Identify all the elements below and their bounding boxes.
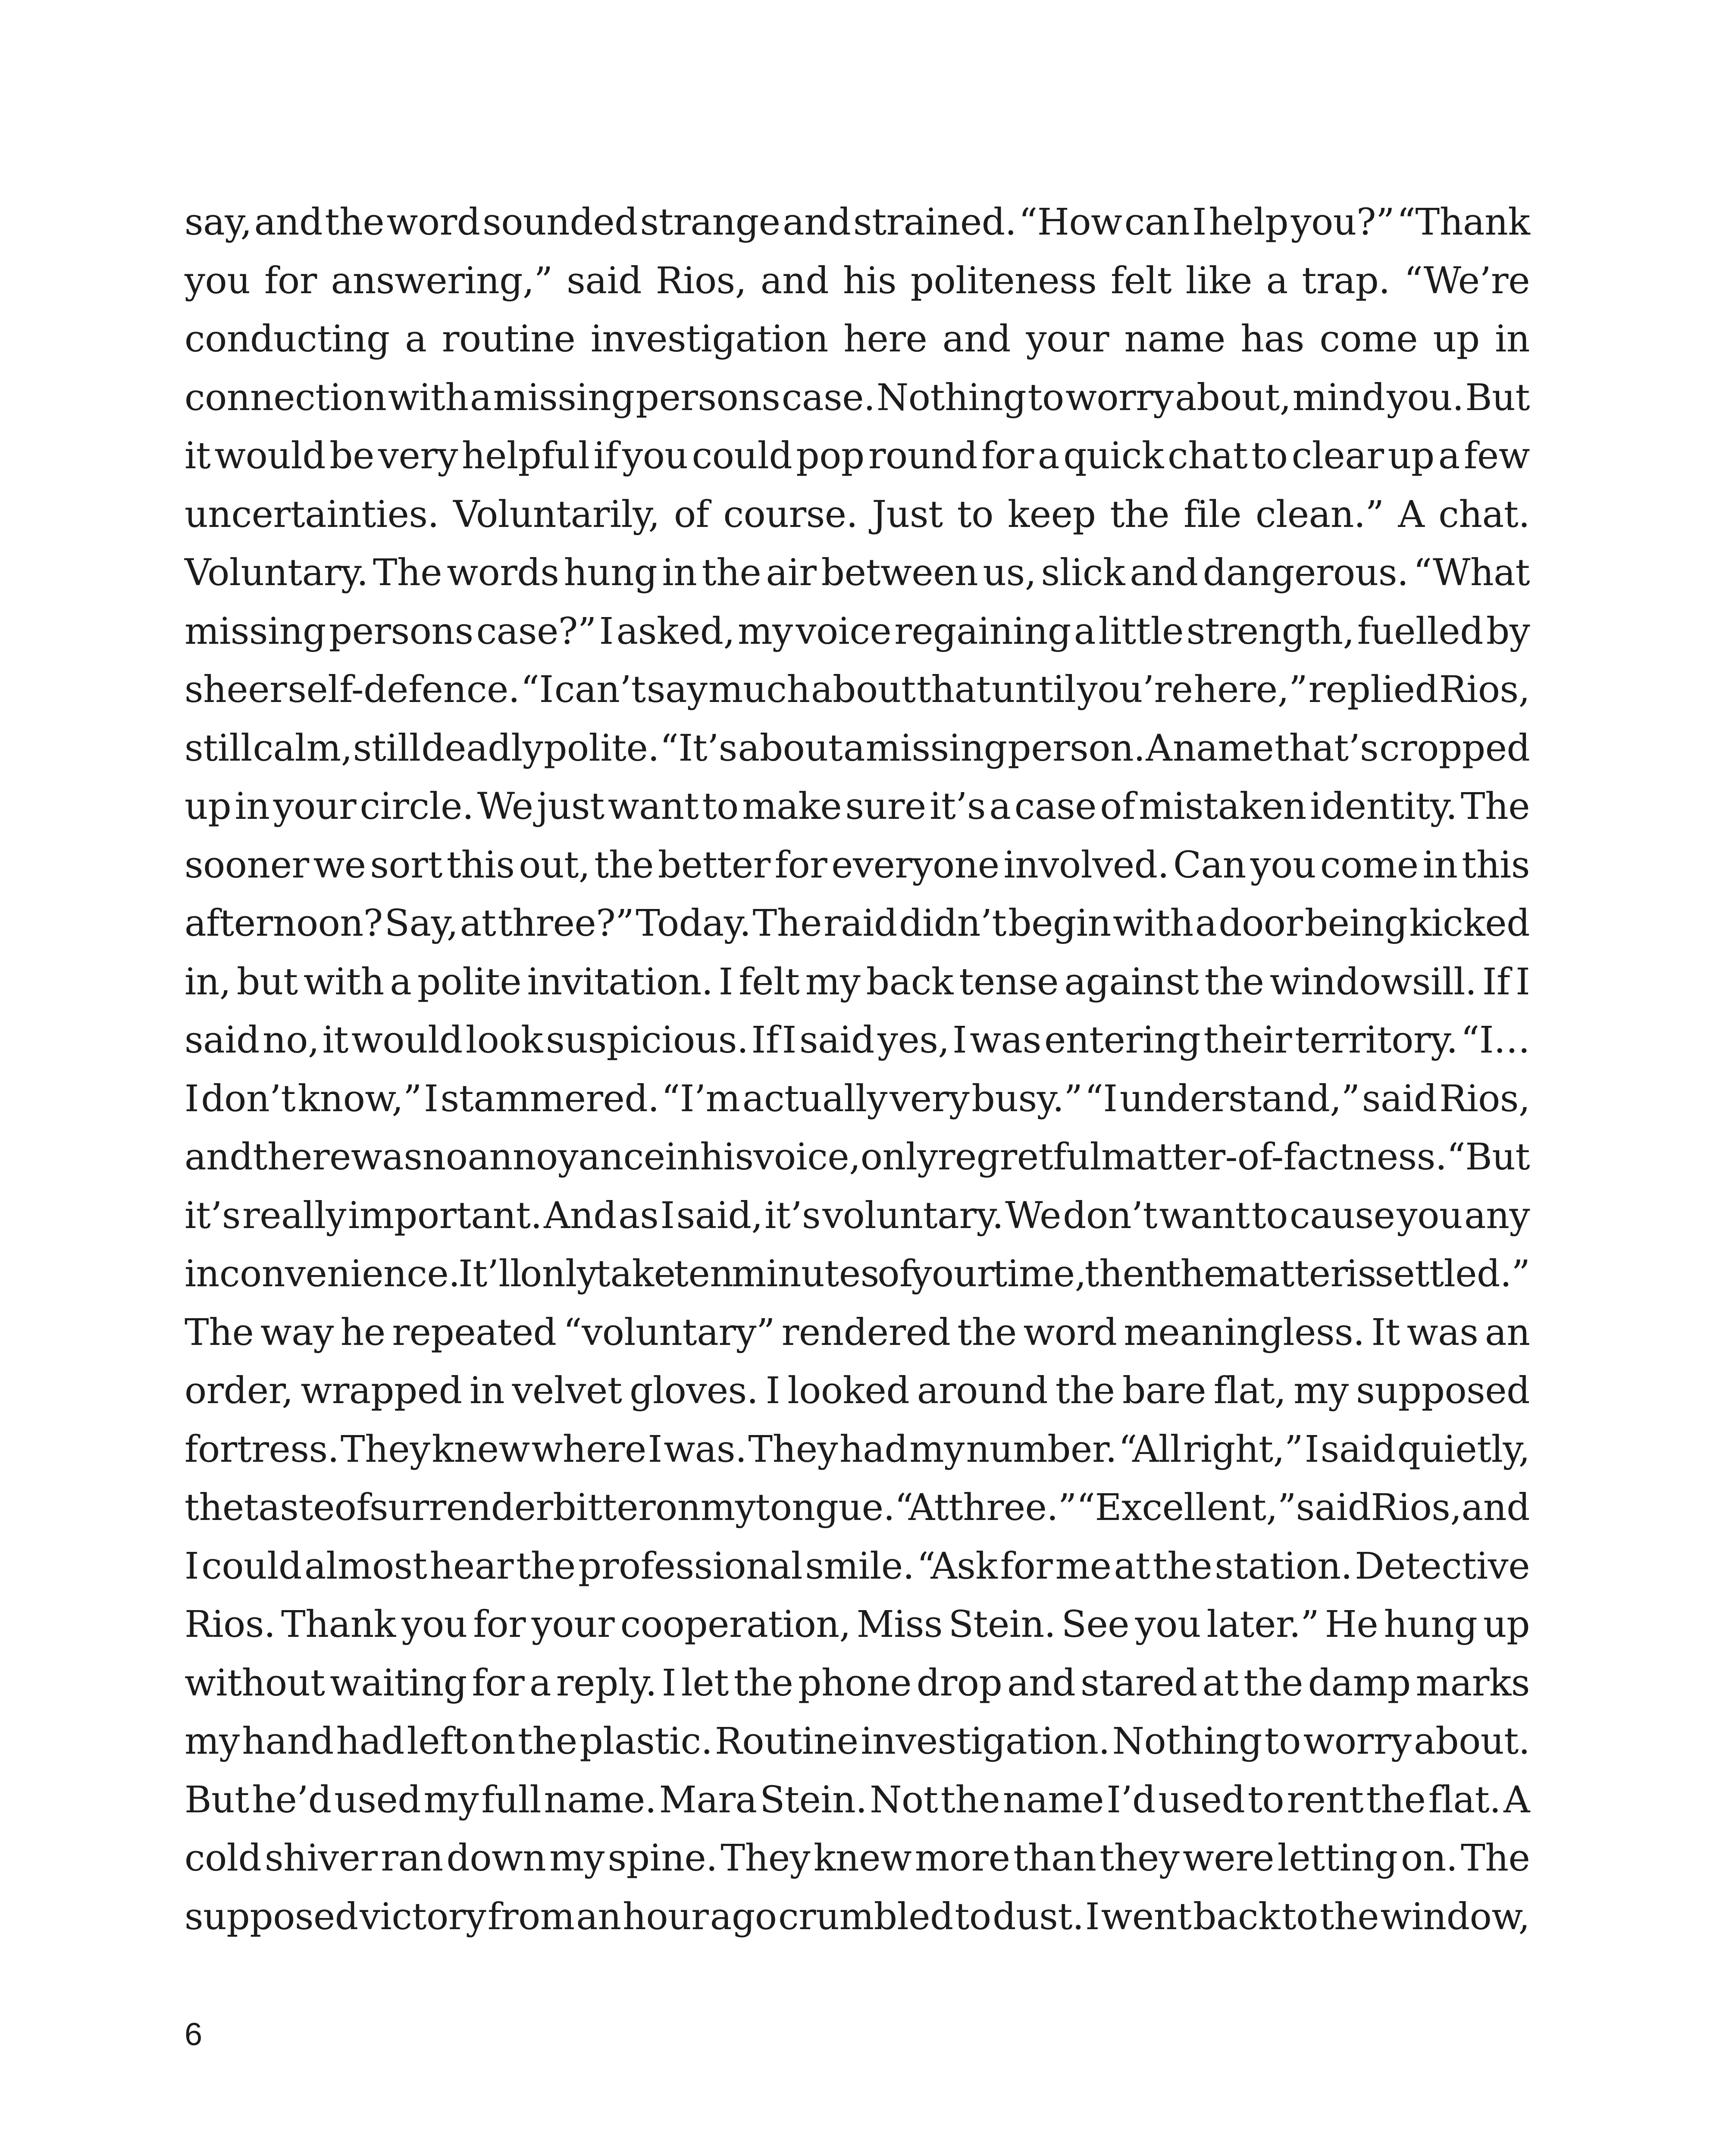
text-line: connection with a missing persons case. Nothing to worry about, mind you. But (185, 376, 1530, 419)
text-line: sooner we sort this out, the better for everyone involved. Can you come in this (185, 843, 1530, 887)
text-line: conducting a routine investigation here and your name has come up in (185, 318, 1530, 360)
text-line: still calm, still deadly polite. “It’s about a missing person. A name that’s cropped (185, 727, 1530, 770)
text-line: Rios. Thank you for your cooperation, Miss Stein. See you later.” He hung up (185, 1603, 1530, 1646)
text-line: my hand had left on the plastic. Routine investigation. Nothing to worry about. (185, 1720, 1530, 1763)
text-line: it would be very helpful if you could pop round for a quick chat to clear up a few (185, 435, 1530, 477)
text-line: Voluntary. The words hung in the air between us, slick and dangerous. “What (185, 552, 1530, 594)
text-line: cold shiver ran down my spine. They knew more than they were letting on. The (185, 1837, 1530, 1880)
text-line: fortress. They knew where I was. They had my number. “All right,” I said quietly, (185, 1428, 1530, 1471)
body-text (185, 193, 1530, 1946)
text-line: uncertainties. Voluntarily, of course. Just to keep the file clean.” A chat. (185, 493, 1530, 536)
text-line: the taste of surrender bitter on my tongue. “At three.” “Excellent,” said Rios, and (185, 1486, 1530, 1529)
text-line: The way he repeated “voluntary” rendered the word meaningless. It was an (185, 1311, 1530, 1354)
text-line: you for answering,” said Rios, and his politeness felt like a trap. “We’re (185, 259, 1530, 302)
text-line: I don’t know,” I stammered. “I’m actually very busy.” “I understand,” said Rios, (185, 1077, 1530, 1120)
text-line: up in your circle. We just want to make sure it’s a case of mistaken identity. The (185, 785, 1530, 828)
page-number: 6 (185, 2016, 203, 2052)
text-line: supposed victory from an hour ago crumbled to dust. I went back to the window, (185, 1895, 1530, 1938)
text-line: sheer self-defence. “I can’t say much about that until you’re here,” replied Rios, (185, 668, 1530, 711)
text-line: it’s really important. And as I said, it’s voluntary. We don’t want to cause you any (185, 1194, 1530, 1237)
text-line: inconvenience. It’ll only take ten minutes of your time, then the matter is settled.” (185, 1253, 1530, 1295)
text-line: say, and the word sounded strange and strained. “How can I help you?” “Thank (185, 201, 1530, 244)
text-line: order, wrapped in velvet gloves. I looked around the bare flat, my supposed (185, 1369, 1530, 1412)
text-line: and there was no annoyance in his voice, only regretful matter-of-factness. “But (185, 1136, 1530, 1178)
text-line: missing persons case?” I asked, my voice regaining a little strength, fuelled by (185, 610, 1530, 653)
text-line: in, but with a polite invitation. I felt my back tense against the windowsill. If I (185, 960, 1530, 1003)
text-line: afternoon? Say, at three?” Today. The raid didn’t begin with a door being kicked (185, 902, 1530, 945)
text-line: said no, it would look suspicious. If I said yes, I was entering their territory. “I… (185, 1019, 1530, 1062)
text-line: without waiting for a reply. I let the phone drop and stared at the damp marks (185, 1661, 1530, 1705)
text-line: But he’d used my full name. Mara Stein. Not the name I’d used to rent the flat. A (185, 1778, 1530, 1821)
text-line: I could almost hear the professional smile. “Ask for me at the station. Detective (185, 1545, 1530, 1588)
